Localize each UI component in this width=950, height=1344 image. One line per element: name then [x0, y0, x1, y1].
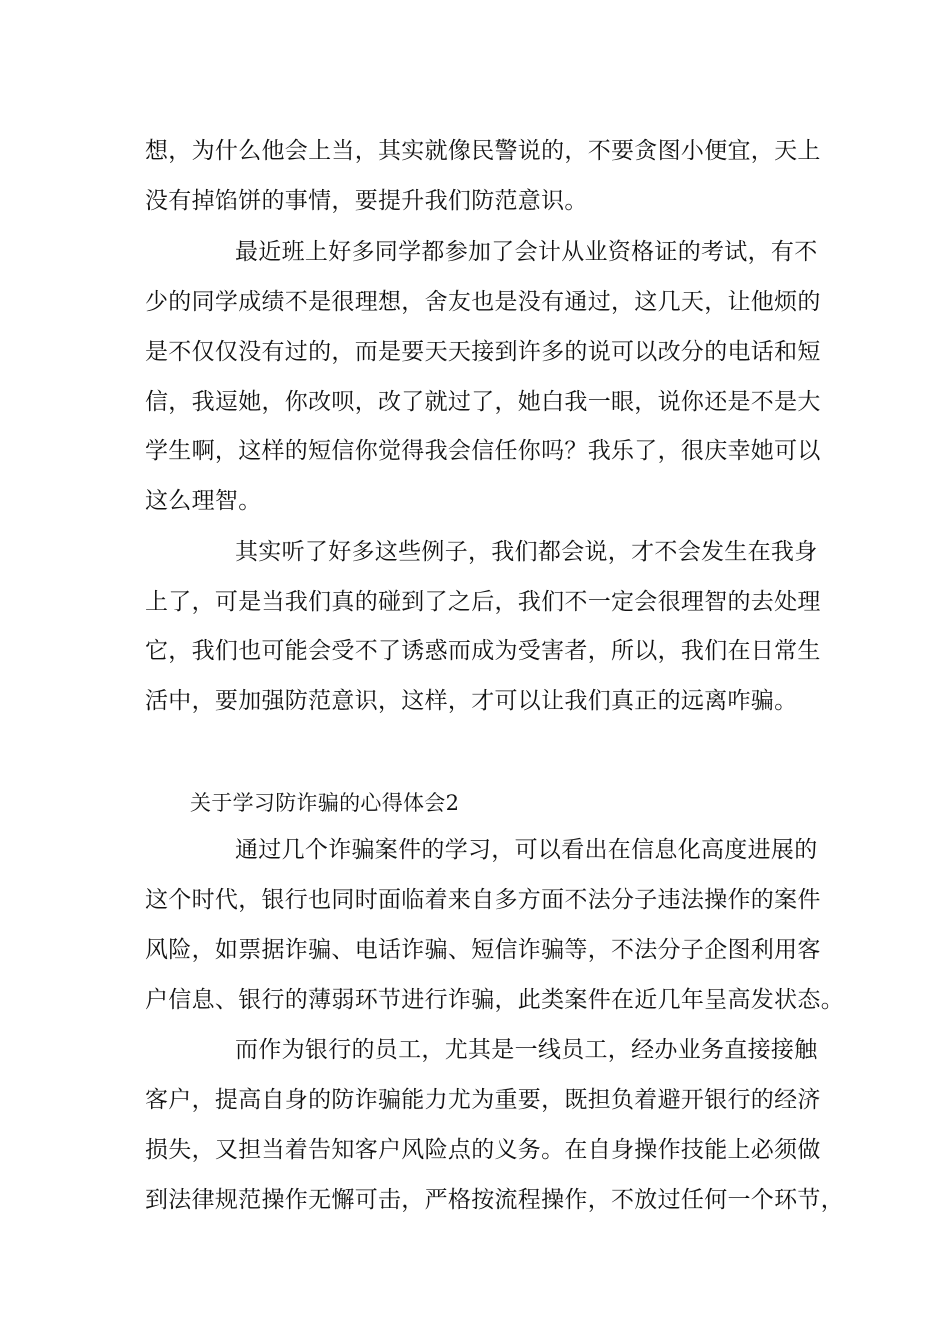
text-line: 少的同学成绩不是很理想，舍友也是没有通过，这几天，让他烦的 [145, 289, 821, 315]
text-line: 上了，可是当我们真的碰到了之后，我们不一定会很理智的去处理 [145, 589, 821, 615]
text-line: 客户，提高自身的防诈骗能力尤为重要，既担负着避开银行的经济 [145, 1087, 821, 1113]
text-line: 活中，要加强防范意识，这样，才可以让我们真正的远离咋骗。 [145, 688, 798, 714]
paragraph-start-line: 其实听了好多这些例子，我们都会说，才不会发生在我身 [235, 539, 818, 565]
text-line: 它，我们也可能会受不了诱惑而成为受害者，所以，我们在日常生 [145, 638, 821, 664]
text-line: 想，为什么他会上当，其实就像民警说的，不要贪图小便宜，天上 [145, 138, 821, 164]
text-line: 到法律规范操作无懈可击，严格按流程操作，不放过任何一个环节， [145, 1187, 844, 1213]
paragraph-start-line: 通过几个诈骗案件的学习，可以看出在信息化高度进展的 [235, 837, 818, 863]
text-line: 风险，如票据诈骗、电话诈骗、短信诈骗等，不法分子企图利用客 [145, 937, 821, 963]
text-line: 这么理智。 [145, 488, 262, 514]
text-line: 损失，又担当着告知客户风险点的义务。在自身操作技能上必须做 [145, 1137, 821, 1163]
text-line: 学生啊，这样的短信你觉得我会信任你吗？我乐了，很庆幸她可以 [145, 438, 821, 464]
paragraph-start-line: 而作为银行的员工，尤其是一线员工，经办业务直接接触 [235, 1037, 818, 1063]
text-line: 是不仅仅没有过的，而是要天天接到许多的说可以改分的电话和短 [145, 339, 821, 365]
paragraph-start-line: 最近班上好多同学都参加了会计从业资格证的考试，有不 [235, 239, 818, 265]
text-line: 没有掉馅饼的事情，要提升我们防范意识。 [145, 188, 588, 214]
text-line: 信，我逗她，你改呗，改了就过了，她白我一眼，说你还是不是大 [145, 389, 821, 415]
text-line: 户信息、银行的薄弱环节进行诈骗，此类案件在近几年呈高发状态。 [145, 987, 844, 1013]
text-line: 这个时代，银行也同时面临着来自多方面不法分子违法操作的案件 [145, 887, 821, 913]
section-heading: 关于学习防诈骗的心得体会2 [190, 791, 460, 815]
